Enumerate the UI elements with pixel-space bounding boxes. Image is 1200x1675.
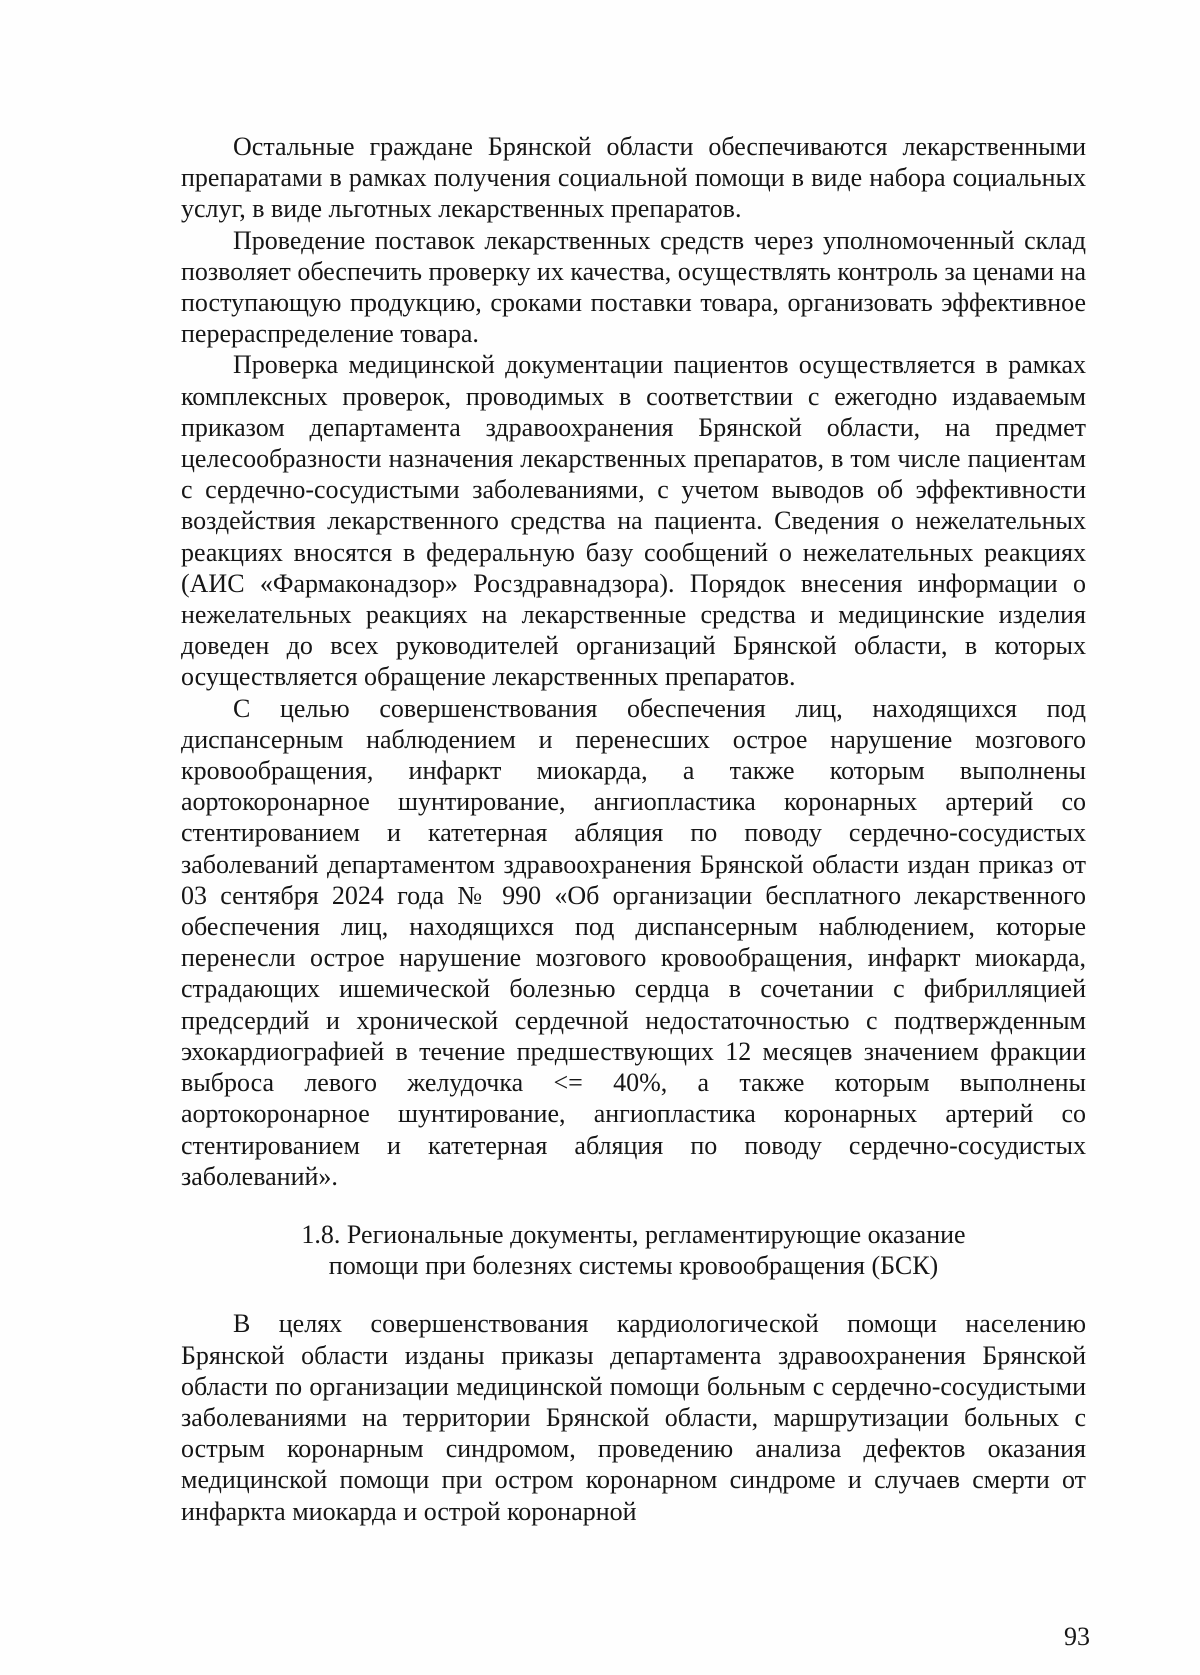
paragraph-documentation-check: Проверка медицинской документации пациентов осуществляется в рамках комплексных проверок, проводимых в соответствии с ежегодно издаваемым приказом департамента здравоохранения Брянской области, на предмет целесообразности назначения лекарственных препаратов, в том числе пациентам с сердечно-сосудистыми заболеваниями, с учетом выводов об эффективности воздействия лекарственного средства на пациента. Сведения о нежелательных реакциях вносятся в федеральную базу сообщений о нежелательных реакциях (АИС «Фармаконадзор» Росздравнадзора). Порядок внесения информации о нежелательных реакциях на лекарственные средства и медицинские изделия доведен до всех руководителей организаций Брянской области, в которых осуществляется обращение лекарственных препаратов. <box>181 350 1086 692</box>
paragraph-cardiology-orders: В целях совершенствования кардиологической помощи населению Брянской области изданы приказы департамента здравоохранения Брянской области по организации медицинской помощи больным с сердечно-сосудистыми заболеваниями на территории Брянской области, маршрутизации больных с острым коронарным синдромом, проведению анализа дефектов оказания медицинской помощи при остром коронарном синдроме и случаев смерти от инфаркта миокарда и острой коронарной <box>181 1309 1086 1526</box>
paragraph-order-990: С целью совершенствования обеспечения лиц, находящихся под диспансерным наблюдением и перенесших острое нарушение мозгового кровообращения, инфаркт миокарда, а также которым выполнены аортокоронарное шунтирование, ангиопластика коронарных артерий со стентированием и катетерная абляция по поводу сердечно-сосудистых заболеваний департаментом здравоохранения Брянской области издан приказ от 03 сентября 2024 года № 990 «Об организации бесплатного лекарственного обеспечения лиц, находящихся под диспансерным наблюдением, которые перенесли острое нарушение мозгового кровообращения, инфаркт миокарда, страдающих ишемической болезнью сердца в сочетании с фибрилляцией предсердий и хронической сердечной недостаточностью с подтвержденным эхокардиографией в течение предшествующих 12 месяцев значением фракции выброса левого желудочка <= 40%, а также которым выполнены аортокоронарное шунтирование, ангиопластика коронарных артерий со стентированием и катетерная абляция по поводу сердечно-сосудистых заболеваний». <box>181 693 1086 1191</box>
page-body <box>181 131 1086 1527</box>
paragraph-authorized-warehouse: Проведение поставок лекарственных средств через уполномоченный склад позволяет обеспечить проверку их качества, осуществлять контроль за ценами на поступающую продукцию, сроками поставки товара, организовать эффективное перераспределение товара. <box>181 225 1086 349</box>
paragraph-drug-provision: Остальные граждане Брянской области обеспечиваются лекарственными препаратами в рамках получения социальной помощи в виде набора социальных услуг, в виде льготных лекарственных препаратов. <box>181 132 1086 224</box>
section-heading <box>181 1219 1086 1281</box>
page-number: 93 <box>1064 1622 1090 1651</box>
section-heading-line-1: 1.8. Региональные документы, регламентирующие оказание <box>301 1219 966 1249</box>
section-heading-line-2: помощи при болезнях системы кровообращения (БСК) <box>328 1251 939 1281</box>
